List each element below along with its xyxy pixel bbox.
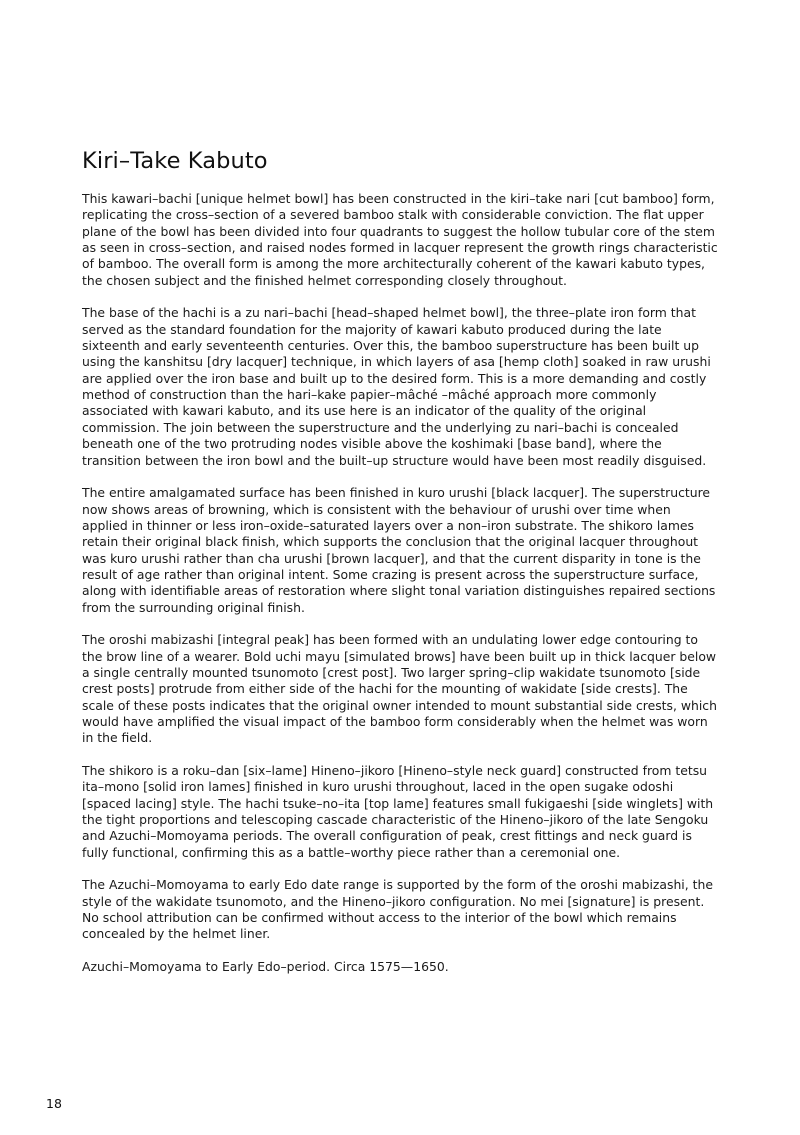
page-title: Kiri–Take Kabuto [82, 148, 268, 174]
paragraph-dating: The Azuchi–Momoyama to early Edo date range is supported by the form of the oroshi mabizashi, the style of the wakidate tsunomoto, and the Hineno–jikoro configuration. No mei [signature] is present. No school attribution can be confirmed without access to the interior of the bowl which remains concealed by the helmet liner. [82, 877, 713, 942]
paragraph-neck-guard: The shikoro is a roku–dan [six–lame] Hineno–jikoro [Hineno–style neck guard] constructed from tetsu ita–mono [solid iron lames] finished in kuro urushi throughout, laced in the open sugake odoshi [spaced lacing] style. The hachi tsuke–no–ita [top lame] features small fukigaeshi [side winglets] with the tight proportions and telescoping cascade characteristic of the Hineno–jikoro of the late Sengoku and Azuchi–Momoyama periods. The overall configuration of peak, crest fittings and neck guard is fully functional, confirming this as a battle–worthy piece rather than a ceremonial one. [82, 763, 714, 860]
paragraph-construction: The base of the hachi is a zu nari–bachi [head–shaped helmet bowl], the three–plate iron form that served as the standard foundation for the majority of kawari kabuto produced during the late sixteenth and early seventeenth centuries. Over this, the bamboo superstructure has been built up using the kanshitsu [dry lacquer] technique, in which layers of asa [hemp cloth] soaked in raw urushi are applied over the iron base and built up to the desired form. This is a more demanding and costly method of construction than the hari–kake papier–mâché –mâché approach more commonly associated with kawari kabuto, and its use here is an indicator of the quality of the original commission. The join between the superstructure and the underlying zu nari–bachi is concealed beneath one of the two protruding nodes visible above the koshimaki [base band], where the transition between the iron bowl and the built–up structure would have been most readily disguised. [82, 305, 711, 468]
paragraph-peak-and-crests: The oroshi mabizashi [integral peak] has been formed with an undulating lower edge contouring to the brow line of a wearer. Bold uchi mayu [simulated brows] have been built up in thick lacquer below a single centrally mounted tsunomoto [crest post]. Two larger spring–clip wakidate tsunomoto [side crest posts] protrude from either side of the hachi for the mounting of wakidate [side crests]. The scale of these posts indicates that the original owner intended to mount substantial side crests, which would have amplified the visual impact of the bamboo form considerably when the helmet was worn in the field. [82, 632, 717, 746]
paragraph-description: This kawari–bachi [unique helmet bowl] has been constructed in the kiri–take nari [cut bamboo] form, replicating the cross–section of a severed bamboo stalk with considerable conviction. The flat upper plane of the bowl has been divided into four quadrants to suggest the hollow tubular core of the stem as seen in cross–section, and raised nodes formed in lacquer represent the growth rings characteristic of bamboo. The overall form is among the more architecturally coherent of the kawari kabuto types, the chosen subject and the finished helmet corresponding closely throughout. [82, 191, 718, 288]
page-number: 18 [46, 1096, 62, 1111]
paragraph-lacquer: The entire amalgamated surface has been finished in kuro urushi [black lacquer]. The superstructure now shows areas of browning, which is consistent with the behaviour of urushi over time when applied in thinner or less iron–oxide–saturated layers over a non–iron substrate. The shikoro lames retain their original black finish, which supports the conclusion that the original lacquer throughout was kuro urushi rather than cha urushi [brown lacquer], and that the current disparity in tone is the result of age rather than original intent. Some crazing is present across the superstructure surface, along with identifiable areas of restoration where slight tonal variation distinguishes repaired sections from the surrounding original finish. [82, 485, 716, 615]
body-text [82, 191, 718, 992]
paragraph-period: Azuchi–Momoyama to Early Edo–period. Circa 1575—1650. [82, 959, 449, 975]
